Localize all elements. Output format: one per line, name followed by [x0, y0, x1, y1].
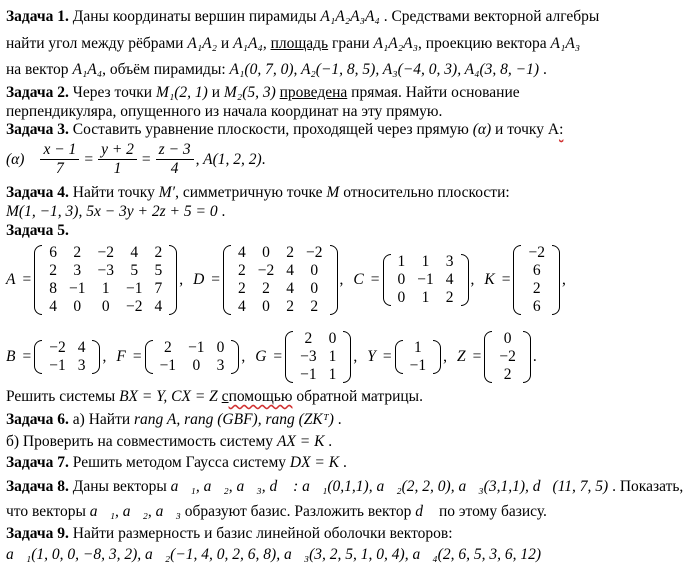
text-run: Найти размерность и базис линейной оболочки векторов:	[68, 525, 453, 542]
text-run: rang A, rang (GBF), rang (ZKᵀ)	[134, 411, 334, 428]
matrix-cell: 4	[130, 244, 139, 261]
matrix-cell: 4	[49, 298, 57, 315]
matrix-name: B	[6, 348, 16, 365]
task6-line1	[6, 411, 342, 429]
equals-sign: =	[22, 271, 32, 288]
matrix-cell: 2	[163, 339, 172, 356]
text-run: Задача 4.	[6, 184, 69, 201]
matrix-cell: 6	[532, 298, 541, 315]
fraction-z: $\frac{z - 3}{4}$	[156, 141, 194, 178]
text-run: и	[207, 84, 224, 101]
matrix-cell: 0	[310, 262, 319, 279]
matrices-row-1	[6, 244, 576, 316]
separator: ,	[339, 271, 344, 288]
text-run: Даны координаты вершин пирамиды	[68, 8, 321, 25]
matrix-cell: 2	[286, 244, 295, 261]
task4-line2	[6, 203, 225, 221]
matrix-cell: 1	[414, 339, 422, 356]
equals-sign: =	[382, 348, 392, 365]
text-run: AX = K	[276, 433, 325, 450]
text-run: б) Проверить на совместимость систему	[6, 433, 277, 450]
matrix-cell: 0	[328, 330, 337, 347]
task6-line2	[6, 433, 332, 451]
matrix-cell: 1	[328, 366, 337, 383]
matrix-cell: 1	[421, 253, 430, 270]
text-run: относительно плоскости:	[339, 184, 510, 201]
matrix-cell: −2	[97, 244, 114, 261]
matrix-d	[223, 244, 338, 316]
text-run: A₁(0, 7, 0), A₂(−1, 8, 5), A₃(−4, 0, 3), A₄(3, 8, −1)	[229, 61, 540, 78]
separator: .	[532, 348, 537, 365]
equals-sign: =	[472, 348, 482, 365]
text-run: A₁A₂A₃	[373, 35, 419, 52]
task3-equation: (α) $\frac{x - 1}{7}$ = $\frac{y + 2}{1}$ = $\frac{z - 3}{4}$ , A(1, 2, 2) .	[6, 141, 266, 177]
text-run: и	[217, 35, 234, 52]
matrix-z	[484, 330, 531, 384]
equals-sign: =	[370, 271, 380, 288]
matrix-a	[34, 244, 177, 316]
text-run: а) Найти	[68, 411, 135, 428]
matrix-name: Z	[457, 348, 466, 365]
text-run: DX = K	[289, 454, 340, 471]
matrix-cell: −1	[409, 357, 427, 374]
text-run: ,	[262, 35, 271, 52]
matrix-cell: 2	[262, 280, 270, 297]
equals-sign: =	[211, 271, 221, 288]
separator: ,	[241, 348, 246, 365]
text-run: на вектор	[6, 61, 73, 78]
text-run: .	[217, 203, 226, 220]
matrix-cell: −1	[300, 366, 317, 383]
text-run: BX = Y, CX = Z	[119, 388, 218, 405]
text-run: площадь	[270, 35, 329, 52]
matrix-cell: −1	[159, 357, 177, 374]
text-run: с	[221, 388, 229, 405]
text-run: что векторы	[6, 503, 90, 520]
text-run: перпендикуляра, опущенного из начала координат на эту прямую.	[6, 103, 443, 120]
text-run: , объём пирамиды:	[102, 61, 230, 78]
matrix-cell: 0	[216, 339, 225, 356]
task2-line1	[6, 84, 520, 102]
matrix-cell: 0	[262, 244, 270, 261]
text-run: образуют базис. Разложить вектор	[180, 503, 416, 520]
matrix-y	[395, 339, 442, 375]
matrix-cell: 8	[49, 280, 57, 297]
matrix-cell: 6	[532, 262, 541, 279]
matrix-cell: 2	[238, 262, 246, 279]
task9-line2	[6, 546, 541, 564]
matrix-cell: 2	[154, 244, 163, 261]
text-run: прямая. Найти основание	[347, 84, 520, 101]
matrix-cell: −1	[68, 280, 86, 297]
matrix-cell: −1	[417, 271, 434, 288]
text-run: Задача 7.	[6, 454, 69, 471]
equals-sign: =	[132, 348, 142, 365]
fraction-x: $\frac{x - 1}{7}$	[40, 141, 79, 178]
text-run: Найти точку	[68, 184, 159, 201]
task4-line1	[6, 184, 510, 202]
matrix-name: C	[353, 271, 364, 288]
text-run: .	[339, 454, 347, 471]
matrix-cell: 3	[445, 253, 454, 270]
matrix-cell: 2	[286, 298, 295, 315]
matrix-cell: 3	[77, 357, 86, 374]
matrix-cell: −1	[49, 357, 66, 374]
matrix-g	[285, 330, 351, 384]
matrix-c	[383, 253, 469, 307]
task3-line1	[6, 121, 563, 139]
matrix-cell: −1	[125, 280, 143, 297]
matrix-name: F	[116, 348, 126, 365]
text-run: Решить методом Гаусса систему	[68, 454, 290, 471]
text-run: Задача 5.	[6, 222, 69, 239]
task9-line1	[6, 525, 453, 543]
text-run: . Средствами векторной алгебры	[379, 8, 600, 25]
matrix-cell: 5	[154, 262, 163, 279]
text-run: A₁A₂A₃A₄	[320, 8, 380, 25]
matrix-cell: 4	[154, 298, 163, 315]
matrix-name: Y	[367, 348, 376, 365]
matrix-cell: −1	[188, 339, 205, 356]
text-run: , симметричную точке	[175, 184, 327, 201]
matrix-cell: 2	[532, 280, 541, 297]
text-run: :	[559, 121, 564, 138]
task1-line3	[6, 61, 547, 79]
matrix-cell: 0	[503, 330, 512, 347]
matrix-cell: 2	[238, 280, 246, 297]
text-run: найти угол между рёбрами	[6, 35, 188, 52]
task7-line1	[6, 454, 347, 472]
equals-sign: =	[501, 271, 511, 288]
text-run: Задача 9.	[6, 525, 69, 542]
text-run: a⃗₁(1, 0, 0, −8, 3, 2), a⃗₂(−1, 4, 0, 2, 6, 8), a⃗₃(3, 2, 5, 1, 0, 4), a⃗₄(2, 6, 5, 3, 6, 12)	[6, 546, 541, 563]
separator: ,	[470, 271, 475, 288]
text-run: M′	[158, 184, 176, 201]
matrix-cell: 4	[238, 298, 246, 315]
matrix-cell: 3	[73, 262, 82, 279]
text-run: помощью	[228, 388, 293, 405]
separator: ,	[443, 348, 448, 365]
fraction-y: $\frac{y + 2}{1}$	[98, 141, 137, 178]
text-run: . Показать,	[608, 478, 683, 495]
matrix-f	[145, 339, 240, 375]
matrix-cell: 4	[238, 244, 246, 261]
matrix-cell: −3	[97, 262, 114, 279]
text-run: (α)	[472, 121, 492, 138]
line-label: (α)	[6, 150, 25, 168]
text-run: и точку A	[491, 121, 560, 138]
matrix-cell: 2	[445, 289, 454, 306]
text-run: проведена	[279, 84, 348, 101]
point-a: , A(1, 2, 2)	[195, 150, 262, 168]
matrix-cell: −2	[499, 348, 516, 365]
matrix-cell: 3	[216, 357, 225, 374]
matrix-cell: 4	[77, 339, 86, 356]
text-run: M₁(2, 1)	[155, 84, 208, 101]
matrix-cell: 0	[192, 357, 201, 374]
text-run: A₁A₄	[233, 35, 263, 52]
matrix-cell: −2	[49, 339, 66, 356]
matrix-name: A	[6, 271, 16, 288]
matrix-cell: 2	[304, 330, 313, 347]
matrix-cell: 2	[73, 244, 82, 261]
matrix-cell: 0	[397, 289, 406, 306]
task2-line2	[6, 103, 442, 121]
matrix-cell: 2	[503, 366, 512, 383]
text-run: по этому базису.	[435, 503, 547, 520]
equals-sign: =	[22, 348, 32, 365]
matrix-cell: 1	[328, 348, 337, 365]
text-run: .	[324, 433, 333, 450]
text-run: Задача 3.	[6, 121, 69, 138]
separator: ,	[561, 271, 566, 288]
matrix-cell: 0	[397, 271, 406, 288]
matrix-cell: 1	[397, 253, 406, 270]
matrix-cell: 6	[49, 244, 57, 261]
equals-sign: =	[273, 348, 283, 365]
task8-line2	[6, 503, 547, 521]
matrix-k	[513, 244, 560, 316]
text-run: A₁A₃	[550, 35, 581, 52]
separator: ,	[179, 271, 184, 288]
text-run: Даны векторы	[68, 478, 171, 495]
text-run: Задача 1.	[6, 8, 69, 25]
text-run: грани	[328, 35, 374, 52]
separator: ,	[353, 348, 358, 365]
task1-line2	[6, 35, 580, 53]
matrices-row-2	[6, 330, 547, 384]
matrix-cell: 4	[286, 280, 295, 297]
text-run: a⃗₁, a⃗₂, a⃗₃, d⃗ : a⃗₁(0,1,1), a⃗₂(2, 2, 0), a⃗₃(3,1,1), d⃗(11, 7, 5)	[170, 478, 609, 495]
text-run: M₂(5, 3)	[223, 84, 276, 101]
text-run: a⃗₁, a⃗₂, a⃗₃	[89, 503, 181, 520]
text-run: обратной матрицы.	[292, 388, 423, 405]
matrix-cell: −2	[306, 244, 323, 261]
text-run: M	[326, 184, 340, 201]
text-run: d⃗	[415, 503, 436, 520]
text-run: Через точки	[68, 84, 156, 101]
matrix-name: G	[255, 348, 267, 365]
matrix-name: D	[193, 271, 205, 288]
matrix-cell: −2	[125, 298, 143, 315]
matrix-cell: 0	[101, 298, 110, 315]
text-run: .	[333, 411, 342, 428]
text-run: A₁A₄	[72, 61, 103, 78]
task1-line1	[6, 8, 599, 26]
matrix-cell: 4	[286, 262, 295, 279]
matrix-cell: 7	[154, 280, 163, 297]
matrix-cell: −2	[528, 244, 545, 261]
text-run: Составить уравнение плоскости, проходящей через прямую	[68, 121, 473, 138]
matrix-cell: 5	[130, 262, 139, 279]
matrix-cell: 0	[310, 280, 319, 297]
matrix-cell: 2	[310, 298, 319, 315]
matrix-name: K	[484, 271, 495, 288]
matrix-cell: 4	[445, 271, 454, 288]
matrix-b	[34, 339, 100, 375]
text-run: Задача 2.	[6, 84, 69, 101]
matrix-cell: 1	[101, 280, 110, 297]
matrix-cell: 1	[421, 289, 430, 306]
text-run: A₁A₂	[187, 35, 218, 52]
matrix-cell: −3	[300, 348, 317, 365]
matrix-cell: 0	[73, 298, 82, 315]
text-run: , проекцию вектора	[418, 35, 551, 52]
text-run: Задача 8.	[6, 478, 69, 495]
task5-line2	[6, 388, 423, 406]
task5-heading	[6, 222, 69, 240]
text-run: M(1, −1, 3), 5x − 3y + 2z + 5 = 0	[6, 203, 218, 220]
separator: ,	[102, 348, 107, 365]
text-run: .	[539, 61, 547, 78]
task8-line1	[6, 478, 683, 496]
matrix-cell: 0	[262, 298, 270, 315]
text-run: Решить системы	[6, 388, 120, 405]
matrix-cell: 2	[49, 262, 57, 279]
matrix-cell: −2	[257, 262, 275, 279]
text-run: Задача 6.	[6, 411, 69, 428]
